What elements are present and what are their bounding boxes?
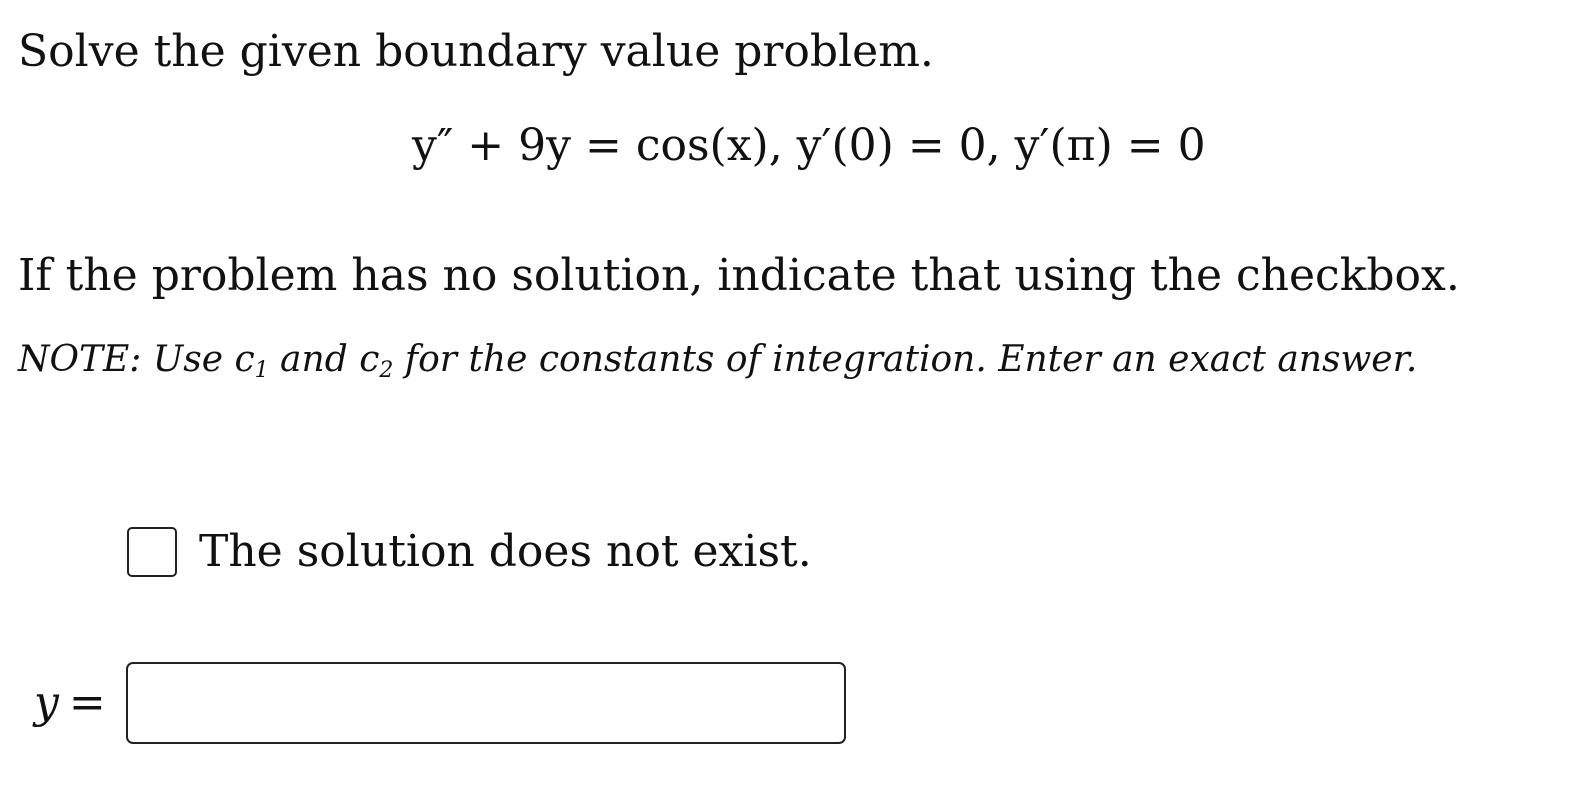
note-text-3: for the constants of integration. Enter an exact answer. — [393, 339, 1418, 380]
equation-rhs: = cos(x), y′(0) = 0, y′(π) = 0 — [584, 120, 1206, 171]
answer-variable-name: y — [34, 677, 59, 728]
no-solution-checkbox[interactable] — [127, 527, 177, 577]
note-text-2: and c — [268, 339, 380, 380]
constants-note — [18, 336, 1417, 384]
no-solution-label: The solution does not exist. — [199, 526, 812, 577]
note-subscript-2: 2 — [379, 358, 394, 383]
answer-equals-sign: = — [68, 677, 106, 728]
answer-row — [34, 662, 846, 744]
answer-input[interactable] — [126, 662, 846, 744]
no-solution-option[interactable] — [127, 524, 812, 580]
no-solution-instruction: If the problem has no solution, indicate that using the checkbox. — [18, 250, 1460, 301]
note-subscript-1: 1 — [254, 358, 269, 383]
problem-heading: Solve the given boundary value problem. — [18, 26, 934, 77]
differential-equation — [412, 118, 1206, 174]
equation-lhs: y″ + 9y — [412, 120, 571, 171]
answer-variable — [34, 675, 126, 731]
note-text-1: NOTE: Use c — [18, 339, 255, 380]
